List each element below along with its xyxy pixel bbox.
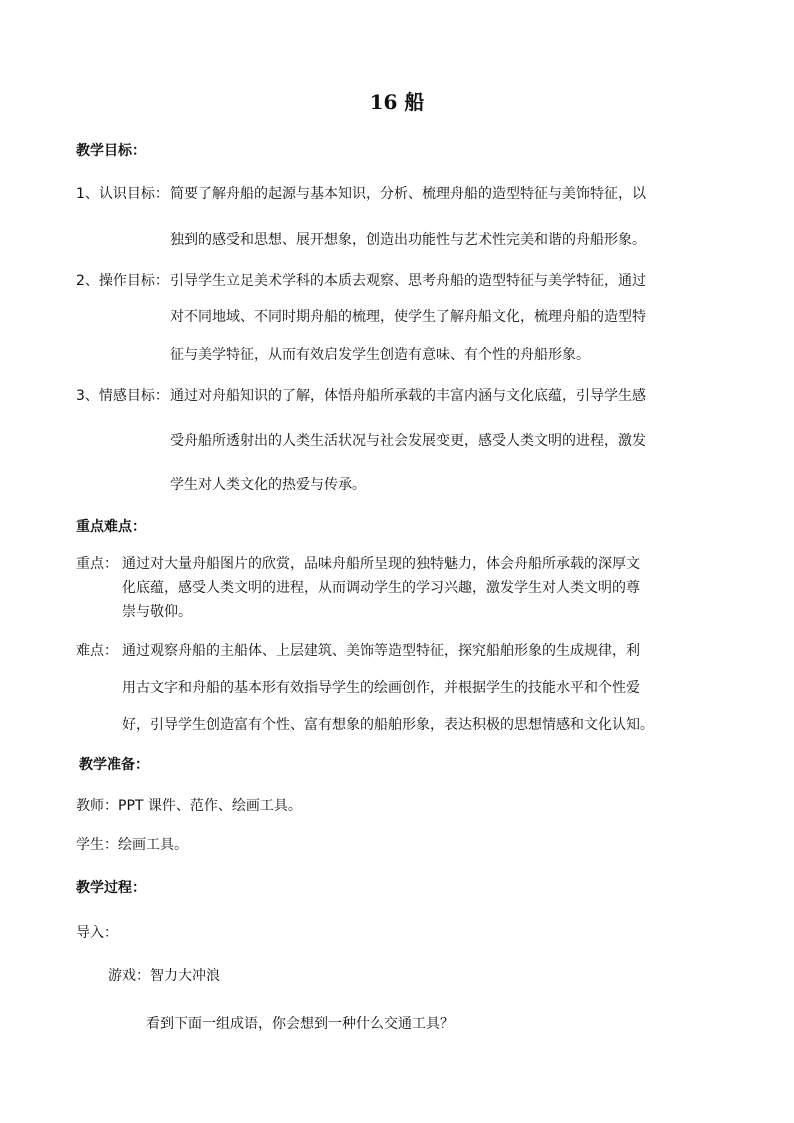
prep-teacher: 教师：PPT 课件、范作、绘画工具。 — [76, 798, 302, 814]
difficult-point-line: 用古文字和舟船的基本形有效指导学生的绘画创作，并根据学生的技能水平和个性爱 — [122, 680, 640, 696]
difficult-point-label: 难点： — [76, 643, 118, 659]
page-title: 16 船 — [369, 90, 425, 114]
goal-text-line: 受舟船所透射出的人类生活状况与社会发展变更，感受人类文明的进程，激发 — [170, 433, 646, 449]
section-heading-process: 教学过程： — [76, 880, 146, 896]
section-heading-key-points: 重点难点： — [76, 519, 146, 535]
key-point-line: 通过对大量舟船图片的欣赏，品味舟船所呈现的独特魅力，体会舟船所承载的深厚文 — [122, 556, 640, 572]
goal-text-line: 学生对人类文化的热爱与传承。 — [170, 477, 366, 493]
difficult-point-line: 通过观察舟船的主船体、上层建筑、美饰等造型特征，探究船舶形象的生成规律，利 — [122, 643, 640, 659]
key-point-line: 崇与敬仰。 — [122, 604, 192, 620]
section-heading-preparation: 教学准备： — [79, 757, 149, 773]
goal-text-line: 征与美学特征，从而有效启发学生创造有意味、有个性的舟船形象。 — [170, 347, 590, 363]
goal-text-line: 通过对舟船知识的了解，体悟舟船所承载的丰富内涵与文化底蕴，引导学生感 — [170, 388, 646, 404]
difficult-point-line: 好，引导学生创造富有个性、富有想象的船舶形象，表达积极的思想情感和文化认知。 — [122, 717, 654, 733]
section-heading-goals: 教学目标： — [76, 143, 146, 159]
question-text: 看到下面一组成语，你会想到一种什么交通工具？ — [146, 1016, 454, 1032]
goal-label: 1、认识目标： — [76, 186, 169, 202]
goal-label: 2、操作目标： — [76, 273, 169, 289]
intro-label: 导入： — [76, 925, 118, 941]
goal-text-line: 简要了解舟船的起源与基本知识，分析、梳理舟船的造型特征与美饰特征，以 — [170, 186, 646, 202]
goal-text-line: 独到的感受和思想、展开想象，创造出功能性与艺术性完美和谐的舟船形象。 — [170, 232, 646, 248]
goal-label: 3、情感目标： — [76, 388, 169, 404]
goal-text-line: 对不同地域、不同时期舟船的梳理，使学生了解舟船文化，梳理舟船的造型特 — [170, 309, 646, 325]
goal-text-line: 引导学生立足美术学科的本质去观察、思考舟船的造型特征与美学特征，通过 — [170, 273, 646, 289]
prep-student: 学生：绘画工具。 — [76, 837, 188, 853]
key-point-label: 重点： — [76, 556, 118, 572]
game-title: 游戏：智力大冲浪 — [108, 968, 220, 984]
key-point-line: 化底蕴，感受人类文明的进程，从而调动学生的学习兴趣，激发学生对人类文明的尊 — [122, 580, 640, 596]
